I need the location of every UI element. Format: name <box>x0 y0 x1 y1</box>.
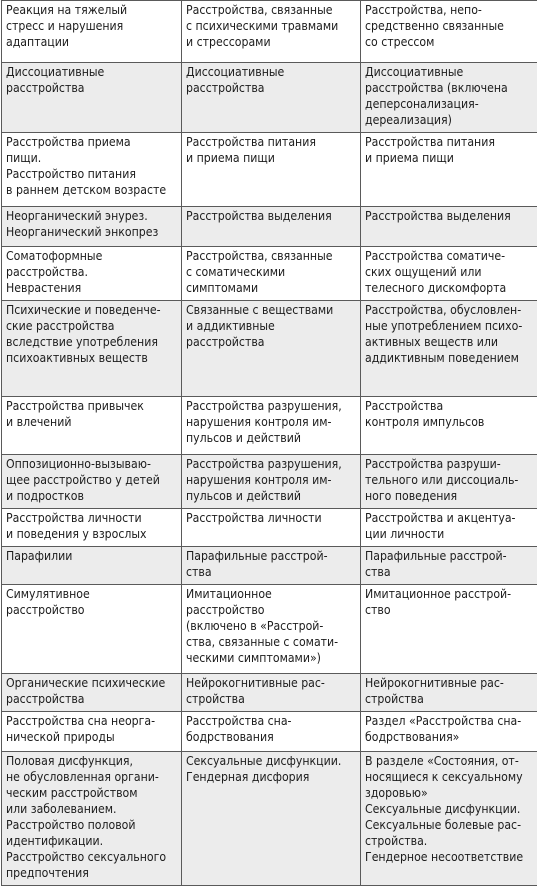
table-cell: Симулятивное расстройство <box>2 585 182 674</box>
table-cell: В разделе «Состояния, от- носящиеся к сексуальному здоровью» Сексуальные дисфункции. Сексуальные болевые рас- стройства. Гендерное несоответствие <box>361 752 537 886</box>
table-cell: Органические психические расстройства <box>2 674 182 712</box>
table-row <box>2 1 537 63</box>
table-cell: Расстройства разрушения, нарушения контроля им- пульсов и действий <box>182 397 361 455</box>
table-cell: Расстройства питания и приема пищи <box>361 133 537 207</box>
table-cell: Расстройства разруши- тельного или диссоциаль- ного поведения <box>361 455 537 509</box>
table-cell: Расстройства выделения <box>361 207 537 247</box>
table-cell: Соматоформные расстройства. Неврастения <box>2 247 182 301</box>
table-cell: Расстройства питания и приема пищи <box>182 133 361 207</box>
table-cell: Расстройства личности <box>182 509 361 547</box>
table-row <box>2 585 537 674</box>
table-cell: Связанные с веществами и аддиктивные расстройства <box>182 301 361 397</box>
table-cell: Расстройства соматиче- ских ощущений или телесного дискомфорта <box>361 247 537 301</box>
table-cell: Диссоциативные расстройства (включена деперсонализация- дереализация) <box>361 63 537 133</box>
table-cell: Неорганический энурез. Неорганический энкопрез <box>2 207 182 247</box>
table-row <box>2 455 537 509</box>
table-cell: Имитационное расстрой- ство <box>361 585 537 674</box>
table-cell: Нейрокогнитивные рас- стройства <box>182 674 361 712</box>
table-row <box>2 712 537 752</box>
table-cell: Расстройства, обусловлен- ные употреблением психо- активных веществ или аддиктивным поведением <box>361 301 537 397</box>
table-cell: Расстройства, связанные с психическими травмами и стрессорами <box>182 1 361 63</box>
table-row <box>2 247 537 301</box>
table-cell: Психические и поведенче- ские расстройства вследствие употребления психоактивных веществ <box>2 301 182 397</box>
table-cell: Расстройства выделения <box>182 207 361 247</box>
table-cell: Парафильные расстрой- ства <box>182 547 361 585</box>
table-cell: Расстройства контроля импульсов <box>361 397 537 455</box>
table-cell: Расстройства, связанные с соматическими симптомами <box>182 247 361 301</box>
table-row <box>2 63 537 133</box>
table-row <box>2 509 537 547</box>
table-row <box>2 397 537 455</box>
table-cell: Расстройства и акцентуа- ции личности <box>361 509 537 547</box>
table-cell: Парафильные расстрой- ства <box>361 547 537 585</box>
classification-comparison-table <box>1 0 537 886</box>
table-row <box>2 133 537 207</box>
table-cell: Расстройства сна- бодрствования <box>182 712 361 752</box>
table-cell: Диссоциативные расстройства <box>182 63 361 133</box>
table-cell: Расстройства привычек и влечений <box>2 397 182 455</box>
table-cell: Половая дисфункция, не обусловленная органи- ческим расстройством или заболеванием. Расстройство половой идентификации. Расстройство сексуального предпочтения <box>2 752 182 886</box>
table-cell: Оппозиционно-вызываю- щее расстройство у детей и подростков <box>2 455 182 509</box>
table-cell: Расстройства сна неорга- нической природы <box>2 712 182 752</box>
table-cell: Раздел «Расстройства сна- бодрствования» <box>361 712 537 752</box>
table-cell: Диссоциативные расстройства <box>2 63 182 133</box>
table-row <box>2 207 537 247</box>
table-cell: Расстройства, непо- средственно связанные со стрессом <box>361 1 537 63</box>
table-cell: Парафилии <box>2 547 182 585</box>
table-cell: Расстройства приема пищи. Расстройство питания в раннем детском возрасте <box>2 133 182 207</box>
table-cell: Расстройства разрушения, нарушения контроля им- пульсов и действий <box>182 455 361 509</box>
table-body <box>2 1 537 886</box>
table-row <box>2 301 537 397</box>
table-row <box>2 547 537 585</box>
table-row <box>2 674 537 712</box>
table-cell: Сексуальные дисфункции. Гендерная дисфория <box>182 752 361 886</box>
table-cell: Расстройства личности и поведения у взрослых <box>2 509 182 547</box>
table-cell: Нейрокогнитивные рас- стройства <box>361 674 537 712</box>
table-cell: Имитационное расстройство (включено в «Расстрой- ства, связанные с сомати- ческими симптомами») <box>182 585 361 674</box>
table-row <box>2 752 537 886</box>
table-cell: Реакция на тяжелый стресс и нарушения адаптации <box>2 1 182 63</box>
